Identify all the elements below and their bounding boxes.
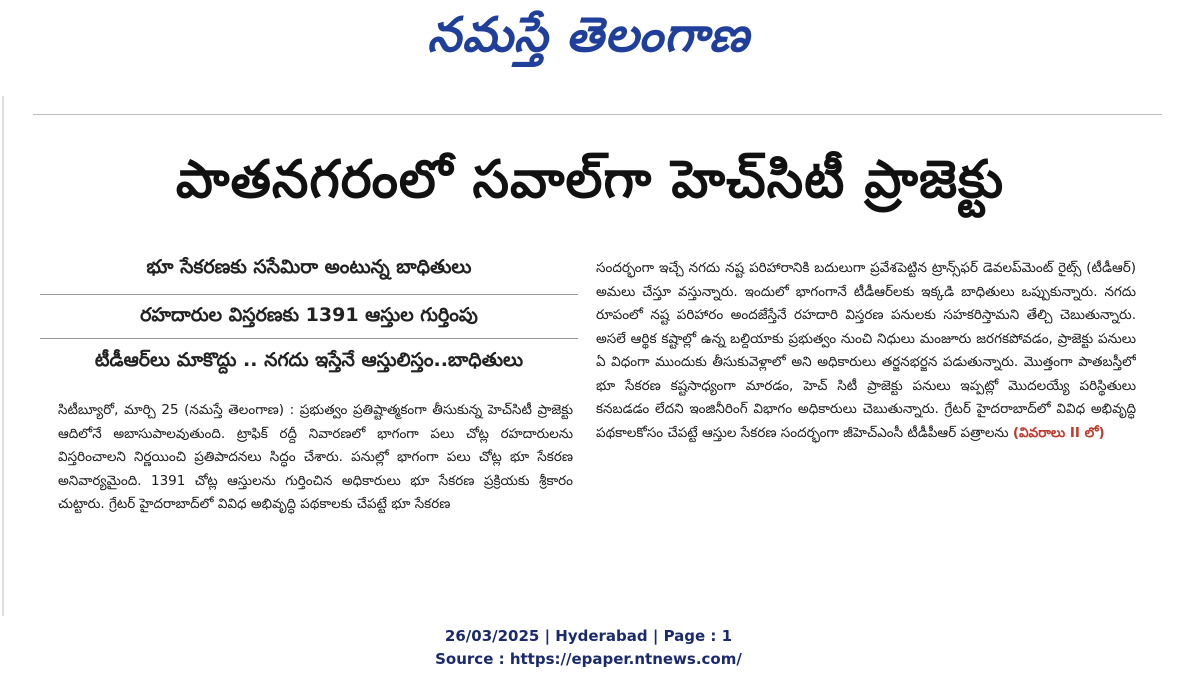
source-link[interactable]: Source : https://epaper.ntnews.com/	[435, 650, 742, 668]
continued-reference: (వివరాలు II లో)	[1012, 424, 1105, 441]
newspaper-logo: నమస్తే తెలంగాణ	[427, 7, 750, 63]
subheadline-1: భూ సేకరణకు ససేమిరా అంటున్న బాధితులు	[146, 256, 472, 278]
article-body-left-column	[58, 399, 573, 564]
masthead	[0, 0, 1177, 82]
subheadline-2: రహదారుల విస్తరణకు 1391 ఆస్తుల గుర్తింపు	[140, 304, 478, 326]
article-headline: పాతనగరంలో సవాల్‌గా హెచ్‌సిటీ ప్రాజెక్టు	[175, 150, 1005, 210]
page-info: 26/03/2025 | Hyderabad | Page : 1	[444, 627, 733, 645]
divider	[33, 114, 1162, 115]
article-body-right-column	[596, 257, 1136, 562]
subhead-divider	[40, 338, 578, 339]
frame-border	[2, 96, 4, 616]
subheadline-3: టీడీఆర్‌లు మాకొద్దు .. నగదు ఇస్తేనే ఆస్తులిస్తం..బాధితులు	[94, 349, 524, 371]
article-paragraph: సిటీబ్యూరో, మార్చి 25 (నమస్తే తెలంగాణ) : ప్రభుత్వం ప్రతిష్టాత్మకంగా తీసుకున్న హెచ్‌సిటీ ప్రాజెక్టు ఆదిలోనే అబాసుపాలవుతుంది. ట్రాఫిక్ రద్దీ నివారణలో భాగంగా పలు చోట్ల రహదారులను విస్తరించాలని నిర్ణయించి ప్రతిపాదనలు సిద్ధం చేశారు. పనుల్లో భాగంగా పలు చోట్ల భూ సేకరణ అనివార్యమైంది. 1391 చోట్ల ఆస్తులను గుర్తించిన అధికారులు భూ సేకరణ ప్రక్రియకు శ్రీకారం చుట్టారు. గ్రేటర్ హైదరాబాద్‌లో వివిధ అభివృద్ధి పథకాలకు చేపట్టే భూ సేకరణ	[58, 402, 573, 512]
article-text: సందర్భంగా ఇచ్చే నగదు నష్ట పరిహారానికి బదులుగా ప్రవేశపెట్టిన ట్రాన్స్‌ఫర్ డెవలప్‌మెంట్ రైట్స్ (టీడీఆర్) అమలు చేస్తూ వస్తున్నారు. ఇందులో భాగంగానే టీడీఆర్‌లకు ఇక్కడి బాధితులు ఒప్పుకున్నారు. నగదు రూపంలో నష్ట పరిహారం అందజేస్తేనే రహదారి విస్తరణ పనులకు సహకరిస్తామని తేల్చి చెబుతున్నారు. అసలే ఆర్థిక కష్టాల్లో ఉన్న బల్దియాకు ప్రభుత్వం నుంచి నిధులు మంజూరు జరగకపోవడం, ప్రాజెక్టు పనులు ఏ విధంగా ముందుకు తీసుకువెళ్లాలో అని అధికారులు తర్జనభర్జన పడుతున్నారు. మొత్తంగా పాతబస్తీలో భూ సేకరణ కష్టసాధ్యంగా మారడం, హెచ్ సిటీ ప్రాజెక్టు పనులు ఇప్పట్లో మొదలయ్యే పరిస్థితులు కనబడడం లేదని ఇంజినీరింగ్ విభాగం అధికారులు చెబుతున్నారు. గ్రేటర్ హైదరాబాద్‌లో వివిధ అభివృద్ధి పథకాలకోసం చేపట్టే ఆస్తుల సేకరణ సందర్భంగా జీహెచ్‌ఎంసీ టీడీపీఆర్ పత్రాలను	[596, 260, 1136, 441]
article-paragraph	[596, 257, 1136, 445]
subhead-divider	[40, 294, 578, 295]
